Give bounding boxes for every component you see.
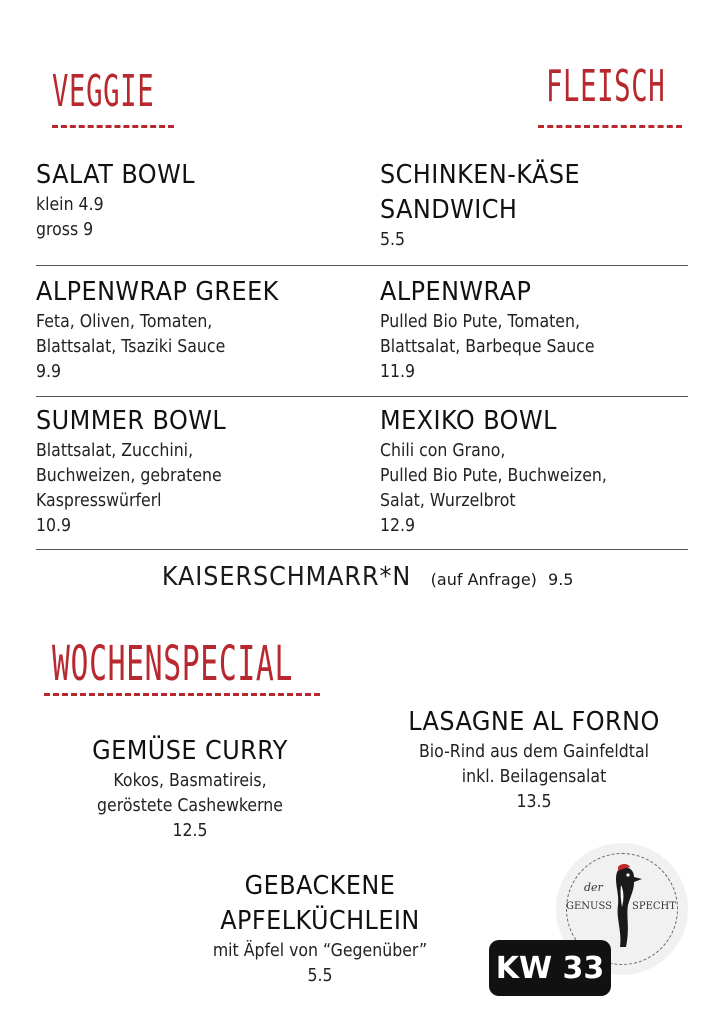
item-line: Pulled Bio Pute, Tomaten, <box>380 312 580 332</box>
menu-item-summer-bowl <box>36 404 356 539</box>
menu-item-alpenwrap <box>380 275 700 385</box>
veggie-heading: VEGGIE <box>52 66 155 117</box>
item-title: SALAT BOWL <box>36 160 195 190</box>
logo-text-specht: SPECHT <box>632 901 676 912</box>
item-line: Buchweizen, gebratene <box>36 466 222 486</box>
divider <box>36 549 688 550</box>
item-line: geröstete Cashewkerne <box>97 796 283 816</box>
menu-item-schinken-kaese-sandwich <box>380 158 700 253</box>
item-line: Kokos, Basmatireis, <box>113 771 267 791</box>
item-line: Blattsalat, Zucchini, <box>36 441 194 461</box>
item-line: Blattsalat, Barbeque Sauce <box>380 337 595 357</box>
item-title: APFELKÜCHLEIN <box>220 906 420 936</box>
logo-text-genuss: GENUSS <box>566 901 612 912</box>
item-line: 12.5 <box>172 821 208 841</box>
item-line: Chili con Grano, <box>380 441 506 461</box>
wochenspecial-heading: WOCHENSPECIAL <box>52 636 293 692</box>
menu-item-mexiko-bowl <box>380 404 700 539</box>
item-line: 9.9 <box>36 362 62 382</box>
divider <box>36 396 688 397</box>
item-title: ALPENWRAP <box>380 277 532 307</box>
item-line: 5.5 <box>307 966 333 986</box>
item-line: Salat, Wurzelbrot <box>380 491 516 511</box>
item-line: Kaspresswürferl <box>36 491 162 511</box>
fleisch-heading: FLEISCH <box>546 61 666 112</box>
menu-item-salat-bowl <box>36 158 356 243</box>
calendar-week-badge: KW 33 <box>489 940 611 996</box>
item-line: 10.9 <box>36 516 72 536</box>
item-title: SUMMER BOWL <box>36 406 227 436</box>
item-line: Bio-Rind aus dem Gainfeldtal <box>418 742 650 762</box>
item-line: 13.5 <box>516 792 552 812</box>
item-title: SCHINKEN-KÄSE <box>380 160 581 190</box>
item-title: GEMÜSE CURRY <box>92 736 288 766</box>
item-line: 11.9 <box>380 362 416 382</box>
item-title: LASAGNE AL FORNO <box>408 707 660 737</box>
item-line: inkl. Beilagensalat <box>461 767 607 787</box>
item-line: 12.9 <box>380 516 416 536</box>
logo-text-der: der <box>584 881 603 894</box>
veggie-heading-underline <box>52 125 174 128</box>
wochenspecial-heading-underline <box>44 693 320 696</box>
woodpecker-icon <box>604 861 644 951</box>
special-apfelkuechlein <box>160 869 480 989</box>
item-line: Pulled Bio Pute, Buchweizen, <box>380 466 607 486</box>
special-lasagne-al-forno <box>374 705 694 815</box>
item-title: KAISERSCHMARR*N <box>161 562 411 592</box>
item-line: mit Äpfel von “Gegenüber” <box>212 941 428 961</box>
menu-item-alpenwrap-greek <box>36 275 356 385</box>
fleisch-heading-underline <box>538 125 682 128</box>
item-line: gross 9 <box>36 220 94 240</box>
item-title: ALPENWRAP GREEK <box>36 277 279 307</box>
divider <box>36 265 688 266</box>
item-price: 9.5 <box>548 570 574 589</box>
item-line: Feta, Oliven, Tomaten, <box>36 312 213 332</box>
item-title: SANDWICH <box>380 195 518 225</box>
special-gemuese-curry <box>30 734 350 844</box>
item-line: klein 4.9 <box>36 195 104 215</box>
item-line: 5.5 <box>380 230 406 250</box>
menu-item-kaiserschmarrn <box>0 562 724 592</box>
item-line: Blattsalat, Tsaziki Sauce <box>36 337 226 357</box>
item-note: (auf Anfrage) <box>430 570 537 589</box>
item-title: MEXIKO BOWL <box>380 406 557 436</box>
item-title: GEBACKENE <box>244 871 396 901</box>
